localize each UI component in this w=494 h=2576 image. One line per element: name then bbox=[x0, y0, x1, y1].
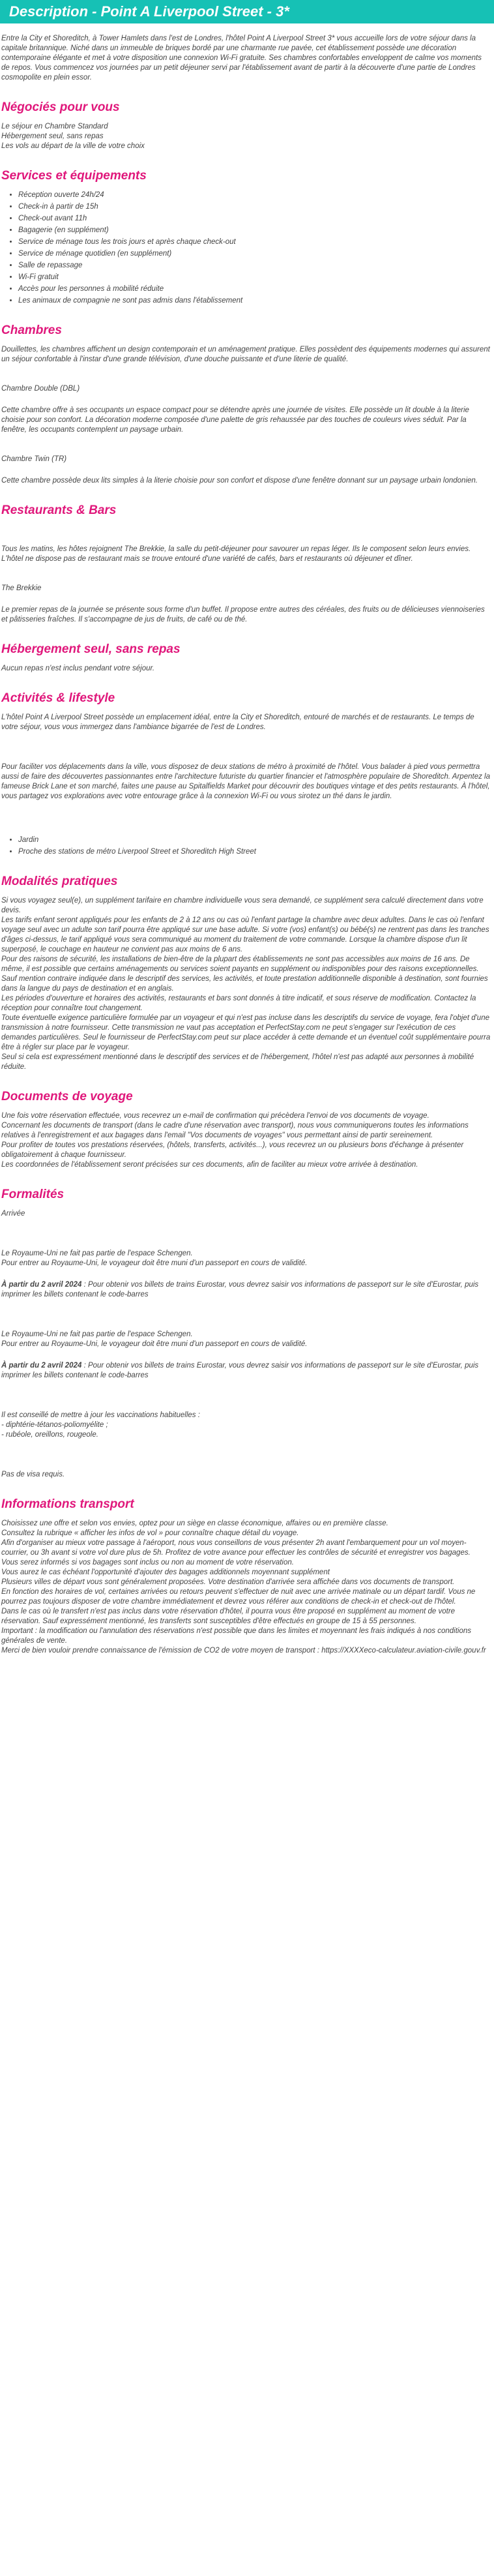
negocies-line: Hébergement seul, sans repas bbox=[1, 132, 104, 140]
services-item: • Check-out avant 11h bbox=[18, 214, 491, 224]
documents-heading: Documents de voyage bbox=[1, 1090, 133, 1103]
formalites-eurostar-text: : Pour obtenir vos billets de trains Eurostar, vous devrez saisir vos informations de passeport sur le site d'Eurostar, puis imprimer les billets contenant le code-barres bbox=[1, 1281, 479, 1298]
transport-heading: Informations transport bbox=[1, 1497, 134, 1511]
hebergement-heading: Hébergement seul, sans repas bbox=[1, 642, 181, 656]
negocies-heading: Négociés pour vous bbox=[1, 100, 120, 114]
negocies-line: Les vols au départ de la ville de votre choix bbox=[1, 142, 145, 150]
restaurants-text: Tous les matins, les hôtes rejoignent The Brekkie, la salle du petit-déjeuner pour savourer un repas léger. Ils le composent selon leurs envies. L'hôtel ne dispose pas de restaurant mais se trouve entouré d'une variété de cafés, bars et restaurants où déjeuner et dîner. bbox=[1, 545, 471, 563]
brekkie-text: Le premier repas de la journée se présente sous forme d'un buffet. Il propose entre autres des céréales, des fruits ou de délicieuses viennoiseries et pâtisseries fraîches. Il s'accompagne de jus de fruits, de café ou de thé. bbox=[1, 606, 485, 623]
transport-line: En fonction des horaires de vol, certaines arrivées ou retours peuvent s'effectuer de nuit avec une arrivée matinale ou un départ tardif. Vous ne pourrez pas toujours disposer de votre chambre immédiatement et devrez vous référer aux conditions de check-in et check-out de l'hôtel. bbox=[1, 1588, 476, 1606]
documents-line: Pour profiter de toutes vos prestations réservées, (hôtels, transferts, activités...), vous recevrez un ou plusieurs bons d'échange à présenter obligatoirement à chaque fournisseur. bbox=[1, 1141, 464, 1159]
formalites-vaccins: Il est conseillé de mettre à jour les vaccinations habituelles : bbox=[1, 1411, 200, 1419]
formalites-vaccins: - rubéole, oreillons, rougeole. bbox=[1, 1431, 98, 1439]
services-list bbox=[1, 190, 491, 306]
modalites-line: Pour des raisons de sécurité, les installations de bien-être de la plupart des établissements ne sont pas accessibles aux moins de 16 ans. De même, il est possible que certains aménagements ou services soient payants en supplément ou indisponibles pour des raisons exceptionnelles. bbox=[1, 955, 479, 973]
restaurants-heading: Restaurants & Bars bbox=[1, 503, 117, 517]
chambre-double-text: Cette chambre offre à ses occupants un espace compact pour se détendre après une journée de visites. Elle possède un lit double à la literie choisie pour son confort. La décoration moderne composée d'une palette de gris rehaussée par des touches de couleurs vives séduit. Par la fenêtre, les occupants contemplent un paysage urbain. bbox=[1, 406, 469, 434]
chambres-intro: Douillettes, les chambres affichent un design contemporain et un aménagement pratique. Elles possèdent des équipements modernes qui assurent un séjour confortable à l'instar d'une grande télévision, d'une douche puissante et d'une literie de qualité. bbox=[1, 346, 490, 363]
formalites-vaccins: - diphtérie-tétanos-poliomyélite ; bbox=[1, 1421, 108, 1429]
content bbox=[0, 23, 494, 1656]
modalites-heading: Modalités pratiques bbox=[1, 875, 118, 888]
activites-item: • Proche des stations de métro Liverpool Street et Shoreditch High Street bbox=[18, 847, 491, 857]
services-heading: Services et équipements bbox=[1, 169, 147, 183]
transport-line: Vous serez informés si vos bagages sont inclus ou non au moment de votre réservation. bbox=[1, 1559, 294, 1566]
page-title: Description - Point A Liverpool Street - 3* bbox=[9, 3, 289, 20]
formalites-date: À partir du 2 avril 2024 bbox=[1, 1281, 82, 1289]
activites-list bbox=[1, 835, 491, 857]
services-item: • Service de ménage quotidien (en supplément) bbox=[18, 249, 491, 259]
formalites-eurostar bbox=[1, 1280, 491, 1300]
transport-line: Afin d'organiser au mieux votre passage à l'aéroport, nous vous conseillons de vous présenter 2h avant l'embarquement pour un vol moyen-courrier, ou 3h avant si votre vol dure plus de 5h. Profitez de votre avance pour effectuer les contrôles de sécurité et enregistrer vos bagages. bbox=[1, 1539, 471, 1557]
formalites-eurostar-text: : Pour obtenir vos billets de trains Eurostar, vous devrez saisir vos informations de passeport sur le site d'Eurostar, puis imprimer les billets contenant le code-barres bbox=[1, 1362, 479, 1379]
documents-line: Une fois votre réservation effectuée, vous recevrez un e-mail de confirmation qui précèdera l'envoi de vos documents de voyage. bbox=[1, 1112, 429, 1120]
modalites-line: Si vous voyagez seul(e), un supplément tarifaire en chambre individuelle vous sera demandé, ce supplément sera calculé directement dans votre devis. bbox=[1, 897, 484, 914]
transport-line: Important : la modification ou l'annulation des réservations n'est possible que dans les limites et moyennant les frais indiqués à nos conditions générales de vente. bbox=[1, 1627, 471, 1645]
activites-heading: Activités & lifestyle bbox=[1, 691, 115, 705]
services-item: • Check-in à partir de 15h bbox=[18, 202, 491, 212]
hebergement-text: Aucun repas n'est inclus pendant votre séjour. bbox=[1, 665, 155, 672]
formalites-eurostar bbox=[1, 1361, 491, 1381]
transport-line: Dans le cas où le transfert n'est pas inclus dans votre réservation d'hôtel, il pourra vous être proposé en supplément au moment de votre réservation. Sauf expressément mentionné, les transferts sont susceptibles d'être effectués en groupe de 15 à 55 personnes. bbox=[1, 1608, 456, 1625]
transport-line: Plusieurs villes de départ vous sont généralement proposées. Votre destination d'arrivée sera affichée dans vos documents de transport. bbox=[1, 1578, 455, 1586]
modalites-line: Toute éventuelle exigence particulière formulée par un voyageur et qui n'est pas incluse dans les descriptifs du service de voyage, fera l'objet d'une transmission à notre fournisseur. Cette transmission ne vaut pas acceptation et PerfectStay.com ne peut s'engager sur l'exécution de ces demandes particulières. Seul le fournisseur de PerfectStay.com peut sur place accéder à cette demande et un éventuel coût supplémentaire pourra être à régler sur place par le voyageur. bbox=[1, 1014, 491, 1051]
transport-line: Merci de bien vouloir prendre connaissance de l'émission de CO2 de votre moyen de transport : https://XXXXeco-calculateur.aviation-civile.gouv.fr bbox=[1, 1647, 486, 1655]
formalites-line: Pour entrer au Royaume-Uni, le voyageur doit être muni d'un passeport en cours de validité. bbox=[1, 1259, 308, 1267]
formalites-visa: Pas de visa requis. bbox=[1, 1471, 65, 1478]
activites-item: • Jardin bbox=[18, 835, 491, 845]
services-item: • Wi-Fi gratuit bbox=[18, 273, 491, 282]
activites-text: L'hôtel Point A Liverpool Street possède un emplacement idéal, entre la City et Shoreditch, entouré de marchés et de restaurants. Le temps de votre séjour, vous vous immergez dans l'ambiance bigarrée de l'est de Londres. bbox=[1, 713, 474, 731]
formalites-line: Pour entrer au Royaume-Uni, le voyageur doit être muni d'un passeport en cours de validité. bbox=[1, 1340, 308, 1348]
transport-line: Consultez la rubrique « afficher les infos de vol » pour connaître chaque détail du voyage. bbox=[1, 1529, 299, 1537]
chambre-double-title: Chambre Double (DBL) bbox=[1, 385, 80, 393]
chambre-twin-title: Chambre Twin (TR) bbox=[1, 455, 67, 463]
formalites-date: À partir du 2 avril 2024 bbox=[1, 1362, 82, 1370]
chambre-twin-text: Cette chambre possède deux lits simples à la literie choisie pour son confort et dispose d'une fenêtre donnant sur un paysage urbain londonien. bbox=[1, 477, 478, 485]
modalites-line: Sauf mention contraire indiquée dans le descriptif des services, les activités, et toute prestation additionnelle disponible à destination, sont fournies dans la langue du pays de destination et en anglais. bbox=[1, 975, 488, 993]
chambres-heading: Chambres bbox=[1, 323, 62, 337]
intro-text: Entre la City et Shoreditch, à Tower Hamlets dans l'est de Londres, l'hôtel Point A Liverpool Street 3* vous accueille lors de votre séjour dans la capitale britannique. Niché dans un immeuble de briques bordé par une charmante rue pavée, cet établissement possède une décoration contemporaine élégante et met à votre disposition une connexion Wi-Fi gratuite. Ses chambres confortables enveloppent de calme vos moments de repos. Vous commencez vos journées par un petit déjeuner servi par l'établissement avant de partir à la découverte d'une partie de Londres cosmopolite en plein essor. bbox=[1, 35, 482, 82]
activites-text: Pour faciliter vos déplacements dans la ville, vous disposez de deux stations de métro à proximité de l'hôtel. Vous balader à pied vous permettra aussi de faire des découvertes passionnantes entre l'architecture futuriste du quartier financier et l'atmosphère populaire de Shoreditch. Arpentez la fameuse Brick Lane et son marché, faites une pause au Spitalfields Market pour découvrir des boutiques vintage et des petits restaurants. À l'hôtel, vous partagez vos explorations avec votre entourage grâce à la connexion Wi-Fi ou vous sirotez un thé dans le jardin. bbox=[1, 763, 490, 800]
services-item: • Bagagerie (en supplément) bbox=[18, 226, 491, 235]
services-item: • Accès pour les personnes à mobilité réduite bbox=[18, 284, 491, 294]
modalites-line: Les périodes d'ouverture et horaires des activités, restaurants et bars sont donnés à titre indicatif, et sous réserve de modification. Contactez la réception pour connaître tout changement. bbox=[1, 995, 476, 1012]
transport-line: Choisissez une offre et selon vos envies, optez pour un siège en classe économique, affaires ou en première classe. bbox=[1, 1520, 388, 1527]
modalites-line: Les tarifs enfant seront appliqués pour les enfants de 2 à 12 ans ou cas où l'enfant partage la chambre avec deux adultes. Dans le cas où l'enfant voyage seul avec un adulte son tarif pourra être appliqué sur une base adulte. Si votre (vos) enfant(s) ou bébé(s) ne rentrent pas dans les tranches d'âges ci-dessus, le tarif appliqué vous sera communiqué au moment du traitement de votre commande. Lorsque la chambre dispose d'un lit superposé, le couchage en hauteur ne convient pas aux moins de 6 ans. bbox=[1, 916, 489, 953]
services-item: • Salle de repassage bbox=[18, 261, 491, 271]
formalites-arrivee: Arrivée bbox=[1, 1210, 25, 1218]
services-item: • Les animaux de compagnie ne sont pas admis dans l'établissement bbox=[18, 296, 491, 306]
documents-line: Les coordonnées de l'établissement seront précisées sur ces documents, afin de faciliter au mieux votre arrivée à destination. bbox=[1, 1161, 418, 1169]
title-bar bbox=[0, 0, 494, 23]
formalites-line: Le Royaume-Uni ne fait pas partie de l'espace Schengen. bbox=[1, 1330, 193, 1338]
services-item: • Service de ménage tous les trois jours et après chaque check-out bbox=[18, 237, 491, 247]
brekkie-title: The Brekkie bbox=[1, 584, 42, 592]
services-item: • Réception ouverte 24h/24 bbox=[18, 190, 491, 200]
documents-line: Concernant les documents de transport (dans le cadre d'une réservation avec transport), nous vous communiquerons toutes les informations relatives à l'enregistrement et aux bagages dans l'email "Vos documents de voyages" vous permettant ainsi de partir sereinement. bbox=[1, 1122, 469, 1139]
formalites-heading: Formalités bbox=[1, 1188, 65, 1201]
negocies-line: Le séjour en Chambre Standard bbox=[1, 123, 108, 130]
transport-line: Vous aurez le cas échéant l'opportunité d'ajouter des bagages additionnels moyennant supplément bbox=[1, 1568, 330, 1576]
formalites-line: Le Royaume-Uni ne fait pas partie de l'espace Schengen. bbox=[1, 1250, 193, 1257]
modalites-line: Seul si cela est expressément mentionné dans le descriptif des services et de l'hébergement, l'hôtel n'est pas adapté aux personnes à mobilité réduite. bbox=[1, 1053, 474, 1071]
